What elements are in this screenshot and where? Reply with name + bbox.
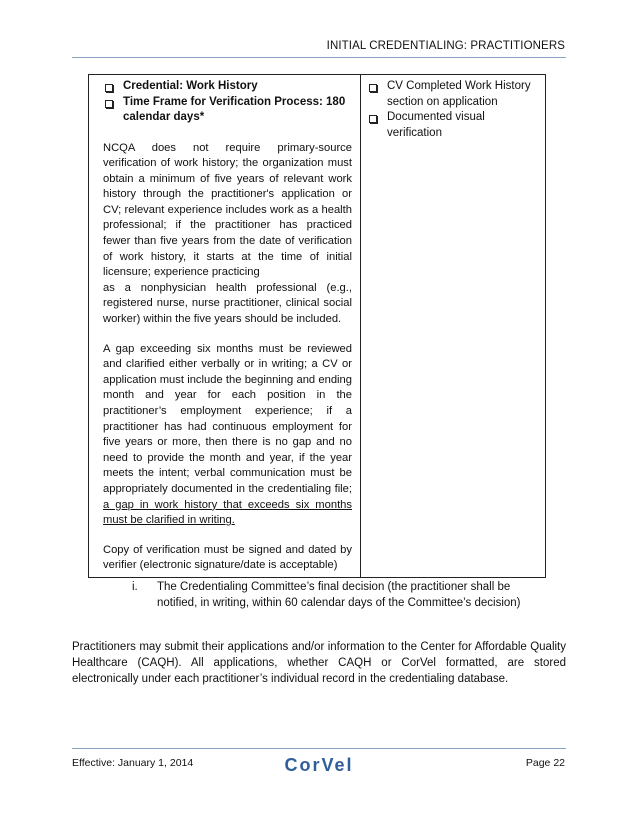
bullet-documented-visual: [367, 110, 537, 141]
list-item-number: i.: [132, 581, 138, 593]
requirements-table: [88, 74, 546, 578]
checkbox-bullet-icon: [369, 115, 377, 123]
bullet-time-frame: [103, 95, 352, 126]
corvel-logo: [268, 754, 370, 776]
gap-paragraph-underlined: a gap in work history that exceeds six months must be clarified in writing.: [103, 498, 352, 527]
ncqa-paragraph-cont: as a nonphysician health professional (e.g., registered nurse, nurse practitioner, clinical social worker) within the five years should be included.: [103, 281, 352, 326]
ncqa-paragraph: NCQA does not require primary-source verification of work history; the organization must obtain a minimum of five years of relevant work history through the practitioner's application or CV; relevant experience includes work as a health professional; if the practitioner has practiced fewer than five years from the date of verification of work history, it starts at the time of initial licensure; experience practicing: [103, 141, 352, 279]
bullet-credential-text: Credential: Work History: [123, 80, 258, 92]
bullet-cv-completed: [367, 79, 537, 110]
caqh-paragraph: Practitioners may submit their applications and/or information to the Center for Affordable Quality Healthcare (CAQH). All applications, whether CAQH or CorVel formatted, are stored electronically under each practitioner’s individual record in the credentialing database.: [72, 641, 566, 685]
page-header-title: INITIAL CREDENTIALING: PRACTITIONERS: [326, 40, 565, 52]
footer-rule: [72, 748, 566, 749]
roman-list-item: [132, 580, 537, 611]
header-rule: [72, 57, 566, 58]
footer-effective-date: Effective: January 1, 2014: [72, 757, 194, 769]
bullet-documented-visual-text: Documented visual verification: [387, 111, 485, 139]
bullet-cv-completed-text: CV Completed Work History section on application: [387, 80, 531, 108]
checkbox-bullet-icon: [105, 100, 113, 108]
footer-page-number: Page 22: [525, 757, 565, 769]
list-item-text: The Credentialing Committee’s final decision (the practitioner shall be notified, in writing, within 60 calendar days of the Committee’s decision): [157, 581, 521, 609]
bullet-credential: [103, 79, 352, 95]
gap-paragraph: [103, 342, 352, 529]
table-right-column: [361, 75, 545, 577]
corvel-logo-text: CorVel: [284, 755, 354, 775]
verification-copy-paragraph: Copy of verification must be signed and dated by verifier (electronic signature/date is acceptable): [103, 543, 352, 572]
checkbox-bullet-icon: [105, 84, 113, 92]
bullet-time-frame-text: Time Frame for Verification Process: 180 calendar days*: [123, 95, 346, 123]
checkbox-bullet-icon: [369, 84, 377, 92]
gap-paragraph-text: A gap exceeding six months must be reviewed and clarified either verbally or in writing; a CV or application must include the beginning and ending month and year for each position in the practitioner’s employment experience; if a practitioner has had continuous employment for five years or more, then there is no gap and no need to provide the month and year, if the year meets the intent; verbal communication must be appropriately documented in the credentialing file;: [103, 342, 352, 495]
table-left-column: [89, 75, 361, 577]
